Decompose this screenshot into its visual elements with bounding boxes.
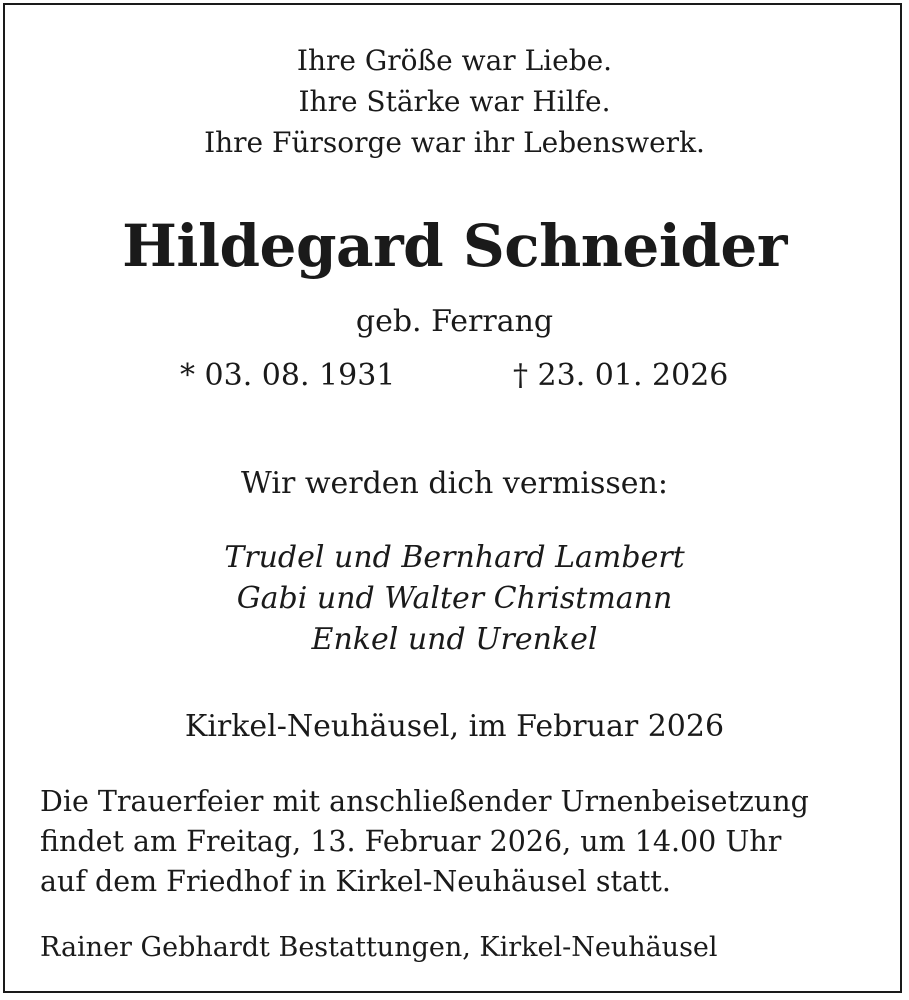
deceased-name: Hildegard Schneider [122,212,787,280]
motto-line: Ihre Stärke war Hilfe. [298,85,611,118]
motto [0,40,909,163]
mourners-intro: Wir werden dich vermissen: [241,466,668,501]
funeral-line: Die Trauerfeier mit anschließender Urnenbeisetzung [40,785,809,818]
mourners-list [0,537,909,660]
undertaker: Rainer Gebhardt Bestattungen, Kirkel-Neuhäusel [40,932,718,963]
birth-name: geb. Ferrang [355,304,554,339]
mourner-line: Trudel und Bernhard Lambert [224,540,685,575]
funeral-line: auf dem Friedhof in Kirkel-Neuhäusel statt. [40,865,671,898]
death-date: † 23. 01. 2026 [513,358,729,393]
motto-line: Ihre Größe war Liebe. [296,44,613,77]
funeral-info [40,782,890,902]
mourner-line: Gabi und Walter Christmann [236,581,673,616]
funeral-line: findet am Freitag, 13. Februar 2026, um 14.00 Uhr [40,825,782,858]
motto-line: Ihre Fürsorge war ihr Lebenswerk. [204,126,705,159]
birth-date: * 03. 08. 1931 [180,358,396,393]
place-and-date: Kirkel-Neuhäusel, im Februar 2026 [184,709,725,744]
mourner-line: Enkel und Urenkel [311,622,598,657]
